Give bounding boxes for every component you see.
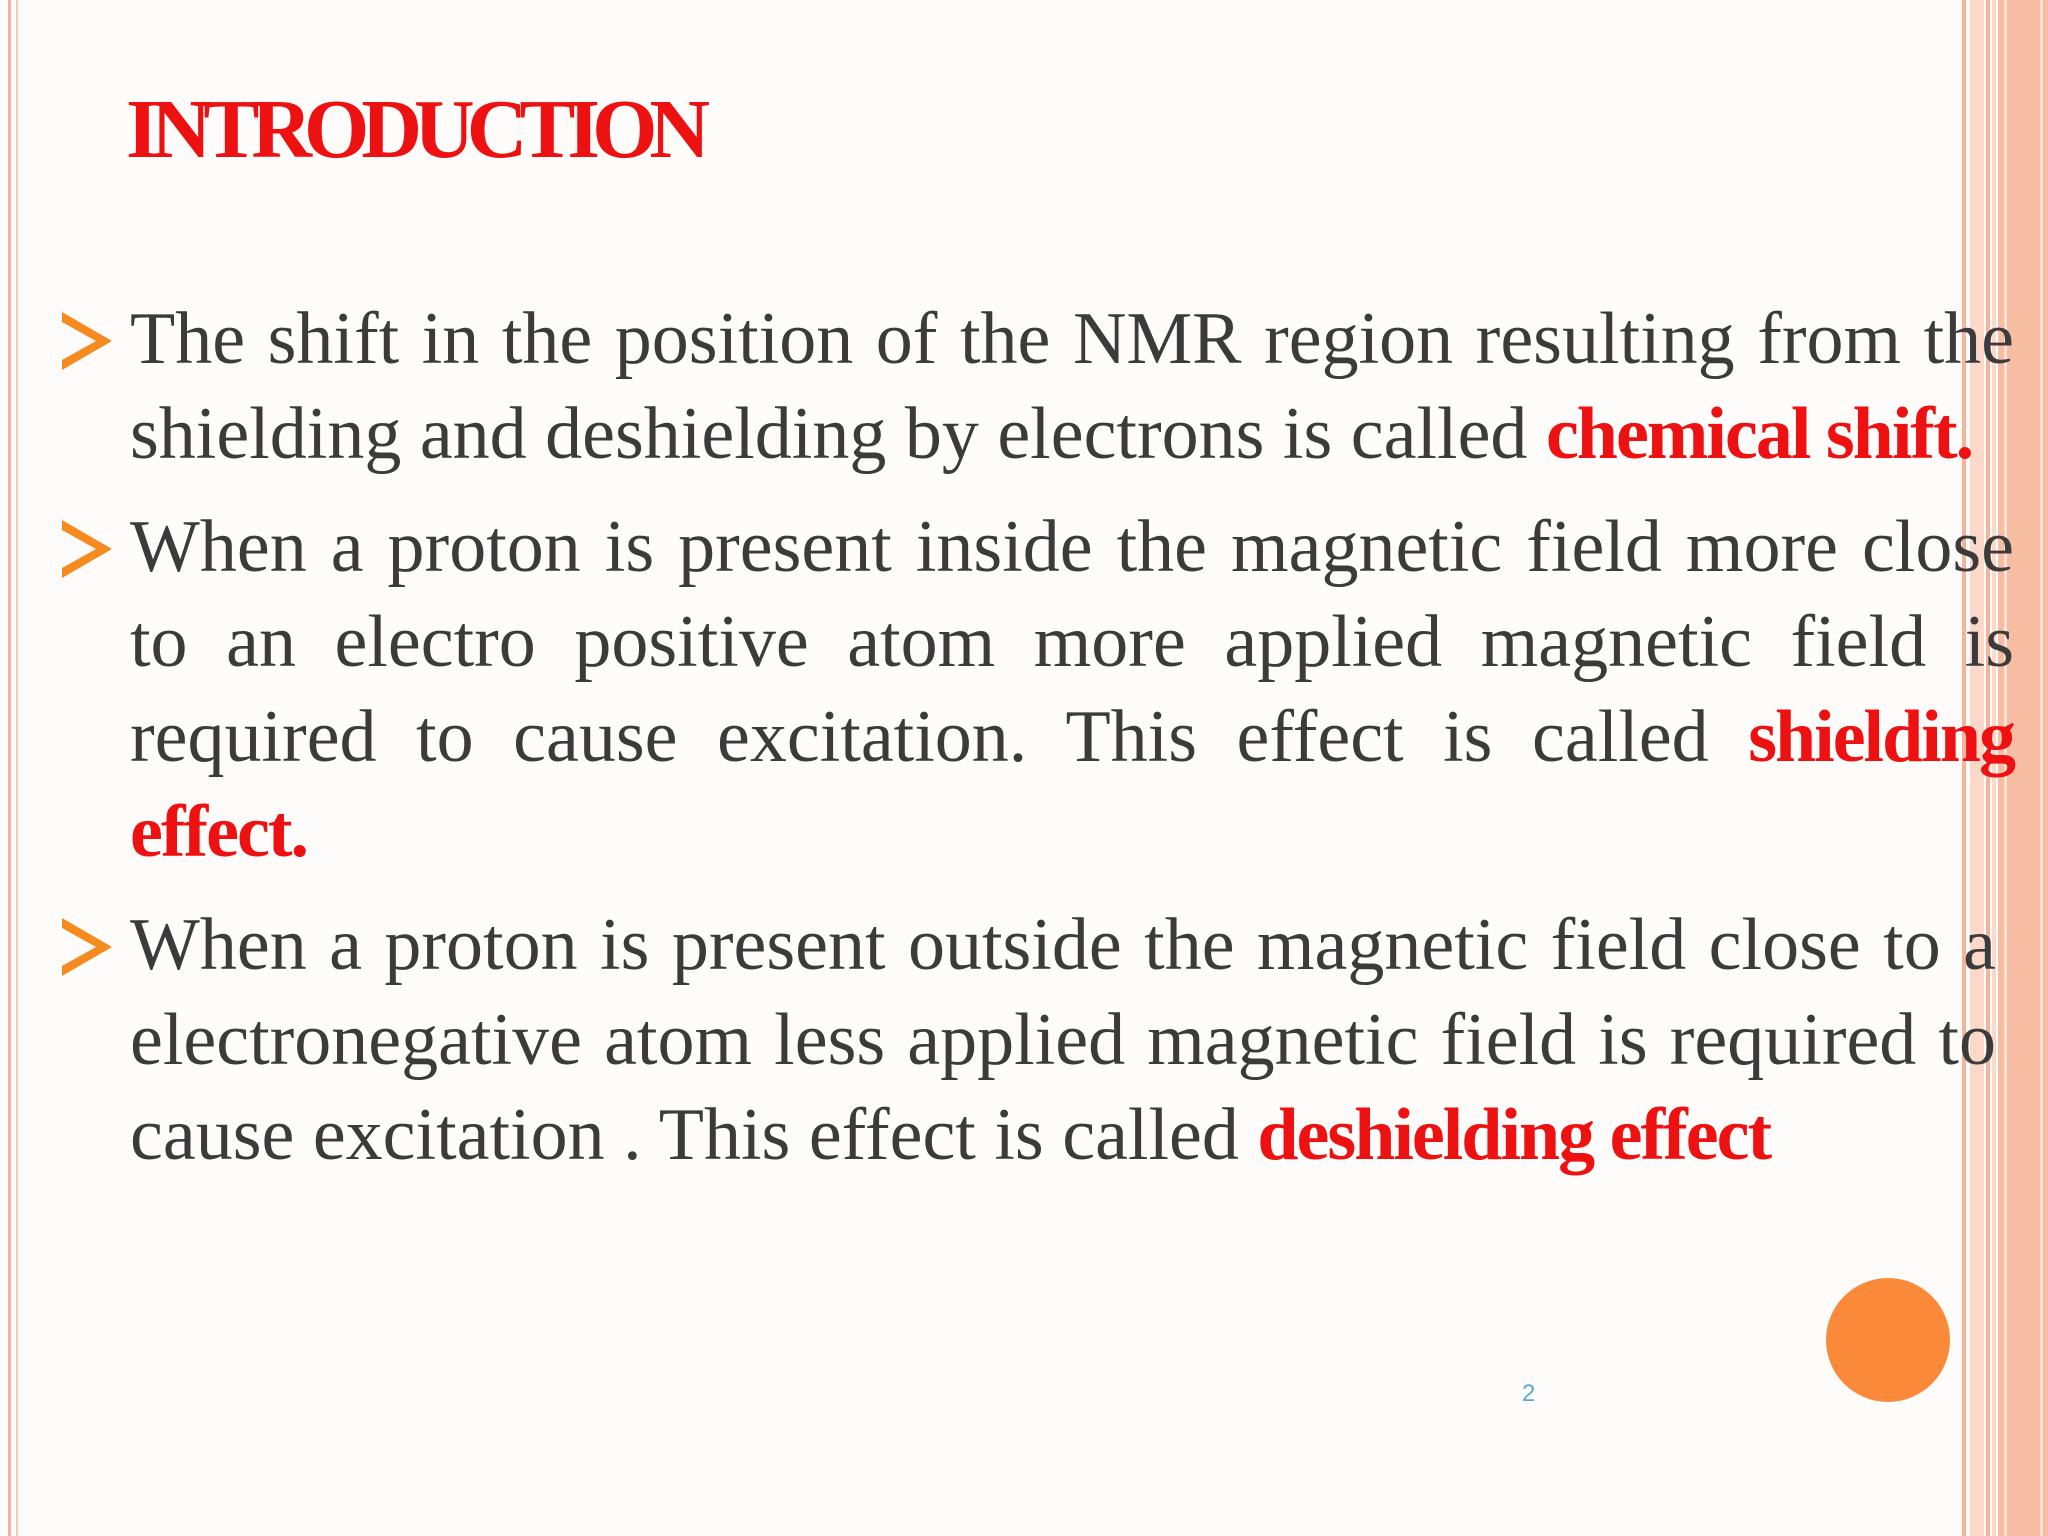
bullet-term: deshielding effect bbox=[1257, 1094, 1771, 1176]
arrow-bullet-icon bbox=[58, 514, 118, 584]
bullet-text: When a proton is present outside the magnetic field close to a electronegative atom less applied magnetic field is required to cause excitation . This effect is called bbox=[130, 904, 1996, 1176]
page-number: 2 bbox=[1522, 1380, 1536, 1407]
orange-circle bbox=[1826, 1278, 1950, 1402]
bullet-item bbox=[58, 292, 2014, 482]
slide-title: INTRODUCTION bbox=[126, 83, 703, 176]
left-border-line bbox=[8, 0, 11, 1536]
bullet-item bbox=[58, 500, 2014, 880]
bullet-term: chemical shift. bbox=[1545, 393, 1973, 475]
bullet-term: shielding effect. bbox=[130, 696, 2014, 873]
arrow-bullet-icon bbox=[58, 912, 118, 982]
bullet-text: The shift in the position of the NMR region resulting from the shielding and deshielding by electrons is called bbox=[130, 298, 2014, 475]
arrow-bullet-icon bbox=[58, 306, 118, 376]
left-border-line bbox=[16, 0, 18, 1536]
right-border-stripe bbox=[2040, 0, 2043, 1536]
bullet-text: When a proton is present inside the magnetic field more close to an electro positive atom more applied magnetic field is required to cause excitation. This effect is called bbox=[130, 506, 2014, 778]
bullet-item bbox=[58, 898, 1996, 1183]
bullet-list bbox=[58, 292, 2014, 1183]
